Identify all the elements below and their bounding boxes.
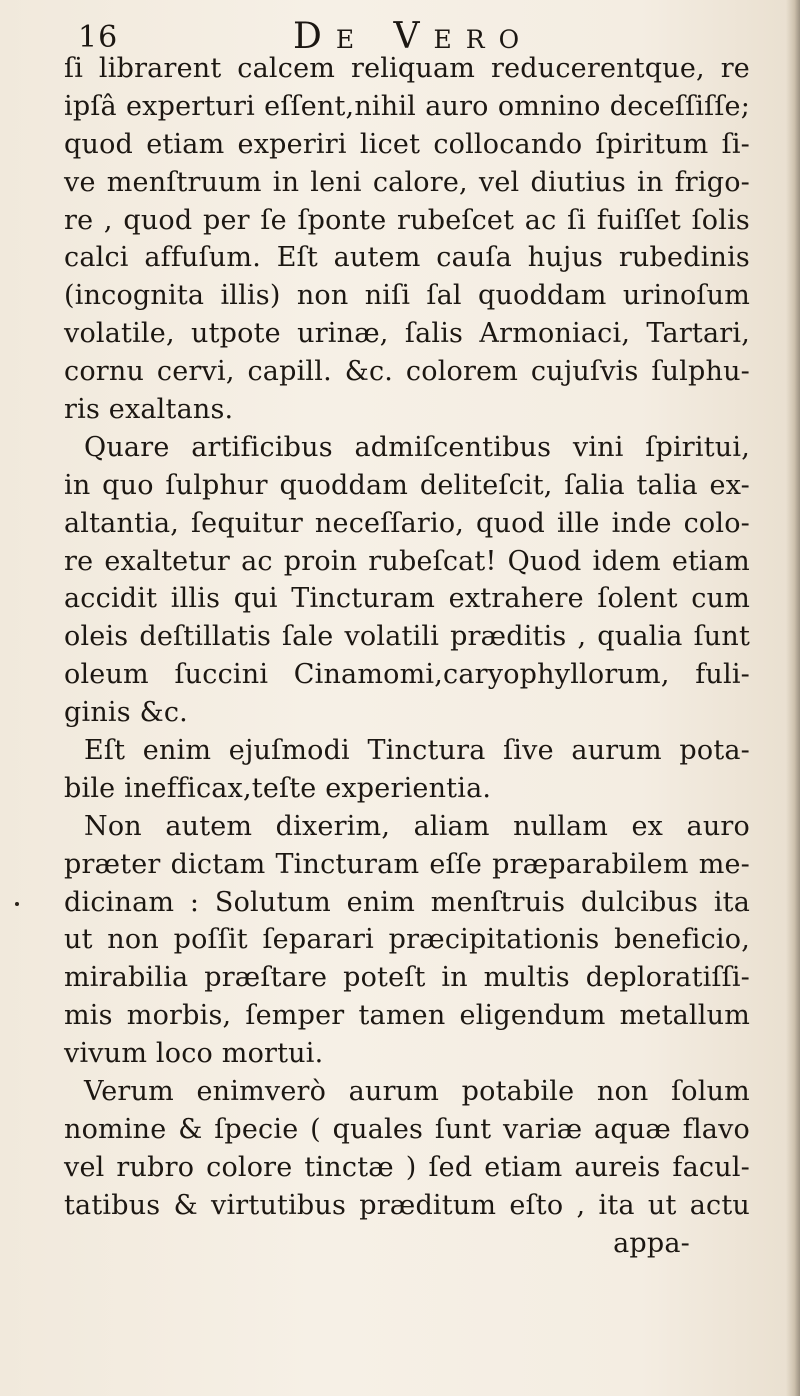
text-line: Eſt enim ejuſmodi Tinctura ſive aurum pota- — [84, 735, 750, 767]
text-line: bile inefficax,teſte experientia. — [64, 772, 492, 804]
text-line: ginis &c. — [64, 697, 188, 729]
text-line: (incognita illis) non niſi ſal quoddam urinoſum — [64, 280, 750, 312]
text-line: re , quod per ſe ſponte rubeſcet ac ſi fuiſſet ſolis — [64, 204, 750, 236]
text-line: ipſâ experturi eſſent,nihil auro omnino deceſſiſſe; — [64, 90, 750, 122]
catchword: appa- — [613, 1227, 690, 1259]
body-text — [64, 50, 750, 1263]
text-line: cornu cervi, capill. &c. colorem cujuſvis ſulphu- — [64, 356, 750, 388]
text-line: accidit illis qui Tincturam extrahere ſolent cum — [64, 583, 750, 615]
text-line: tatibus & virtutibus præditum eſto , ita ut actu — [64, 1189, 750, 1221]
text-line: mirabilia præſtare poteſt in multis deploratiſſi- — [64, 962, 750, 994]
page-edge-shadow — [786, 0, 800, 1396]
text-line: volatile, utpote urinæ, ſalis Armoniaci, Tartari, — [64, 318, 750, 350]
running-head: De Vero — [293, 16, 534, 57]
text-line: vivum loco mortui. — [64, 1038, 324, 1070]
text-line: dicinam : Solutum enim menſtruis dulcibus ita — [64, 886, 750, 918]
text-line: præter dictam Tincturam eſſe præparabilem me- — [64, 848, 750, 880]
text-line: mis morbis, ſemper tamen eligendum metallum — [64, 1000, 750, 1032]
text-line: nomine & ſpecie ( quales ſunt variæ aquæ flavo — [64, 1113, 750, 1145]
text-line: vel rubro colore tinctæ ) ſed etiam aureis facul- — [64, 1151, 750, 1183]
text-line: Quare artificibus admiſcentibus vini ſpiritui, — [84, 431, 750, 463]
text-line: re exaltetur ac proin rubeſcat! Quod idem etiam — [64, 545, 750, 577]
text-line: Non autem dixerim, aliam nullam ex auro — [84, 810, 750, 842]
text-line: ve menſtruum in leni calore, vel diutius in frigo- — [64, 166, 750, 198]
text-line: quod etiam experiri licet collocando ſpiritum ſi- — [64, 128, 750, 160]
text-line: calci affuſum. Eſt autem cauſa hujus rubedinis — [64, 242, 750, 274]
text-line: altantia, ſequitur neceſſario, quod ille inde colo- — [64, 507, 750, 539]
text-line: oleum ſuccini Cinamomi,caryophyllorum, fuli- — [64, 659, 750, 691]
text-line: Verum enimverò aurum potabile non ſolum — [84, 1076, 750, 1108]
text-line: ut non poſſit ſeparari præcipitationis beneficio, — [64, 924, 750, 956]
text-line: oleis deſtillatis ſale volatili præditis , qualia ſunt — [64, 621, 750, 653]
page-number: 16 — [78, 20, 119, 55]
text-line: ris exaltans. — [64, 394, 234, 426]
ink-speck — [15, 902, 19, 906]
text-line: ſi librarent calcem reliquam reducerentque, re — [64, 53, 750, 84]
text-line: in quo ſulphur quoddam deliteſcit, ſalia talia ex- — [64, 469, 750, 501]
